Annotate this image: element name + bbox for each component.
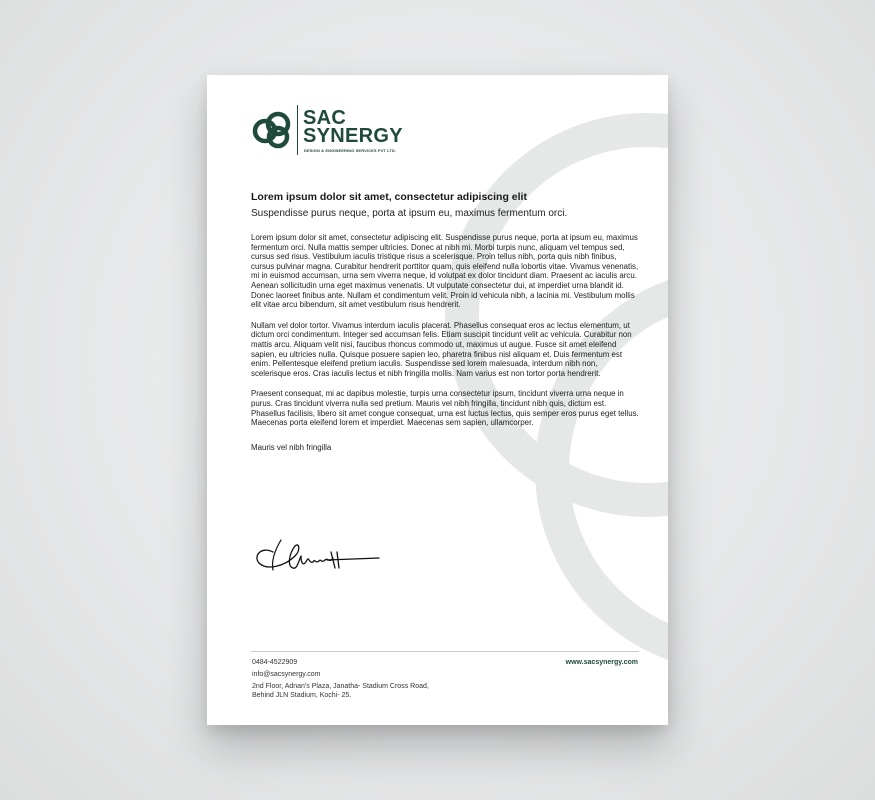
logo-name-line2: SYNERGY bbox=[303, 125, 403, 147]
footer-address-line2: Behind JLN Stadium, Kochi- 25. bbox=[252, 692, 352, 699]
company-logo bbox=[251, 105, 421, 155]
letter-subheading: Suspendisse purus neque, porta at ipsum eu, maximus fermentum orci. bbox=[251, 208, 568, 219]
paragraph-2: Nullam vel dolor tortor. Vivamus interdum iaculis placerat. Phasellus consequat eros ac lectus elementum, ut dictum orci condimentum. Integer sed accumsan felis. Etiam suscipit tincidunt velit ac vehicula. Curabitur non mattis arcu. Aliquam velit nisi, faucibus rhoncus commodo ut, maximus ut augue. Fusce sit amet eleifend sapien, eu ultricies nulla. Quisque posuere sapien leo, pharetra finibus nisl aliquam et. Duis fermentum est enim. Pellentesque eleifend pretium iaculis. Suspendisse sed lorem malesuada, interdum nibh non, scelerisque eros. Cras iaculis lectus et nibh fringilla mollis. Nam varius est non tortor porta hendrerit. bbox=[251, 320, 632, 378]
logo-mark-icon bbox=[251, 109, 293, 149]
handwritten-signature bbox=[251, 530, 381, 576]
footer-divider bbox=[251, 651, 639, 652]
logo-divider bbox=[297, 105, 298, 155]
letter-heading: Lorem ipsum dolor sit amet, consectetur adipiscing elit bbox=[251, 191, 527, 203]
footer-address-line1: 2nd Floor, Adnan's Plaza, Janatha- Stadium Cross Road, bbox=[252, 683, 429, 690]
paragraph-3: Praesent consequat, mi ac dapibus molestie, turpis urna consectetur ipsum, tincidunt viverra urna neque in purus. Cras tincidunt viverra nulla sed pretium. Mauris vel nibh fringilla, tincidunt nibh quis, dictum est. Phasellus facilisis, libero sit amet congue consequat, urna est luctus lectus, quis semper eros purus eget tellus. Maecenas porta eleifend lorem et imperdiet. Maecenas sem sapien, ullamcorper. bbox=[251, 389, 639, 428]
closing-line: Mauris vel nibh fringilla bbox=[251, 442, 332, 452]
footer-website: www.sacsynergy.com bbox=[565, 659, 638, 666]
logo-name-line1: SAC bbox=[303, 107, 347, 129]
letter-body bbox=[251, 191, 639, 452]
paragraph-1: Lorem ipsum dolor sit amet, consectetur adipiscing elit. Suspendisse purus neque, porta at ipsum eu, maximus fermentum orci. Nulla mattis semper ultricies. Donec at nibh mi. Morbi turpis nunc, aliquam vel tempus sed, cursus sed risus. Vestibulum iaculis tristique risus a scelerisque. Proin tellus nibh, porta quis nibh finibus, cursus pulvinar magna. Curabitur hendrerit porttitor quam, quis eleifend nulla lobortis vitae. Vivamus venenatis, mi in euismod accumsan, urna sem viverra neque, id volutpat ex dolor tincidunt diam. Praesent ac iaculis arcu. Aenean sollicitudin urna eget maximus venenatis. Ut vulputate consectetur dui, at imperdiet urna blandit id. Donec laoreet finibus ante. Nullam et condimentum velit. Proin id vehicula nibh, a lacinia mi. Vestibulum mollis elit vitae arcu bibendum, sit amet vestibulum risus hendrerit. bbox=[251, 233, 639, 310]
letterhead-page bbox=[207, 75, 668, 725]
logo-tagline: DESIGN & ENGINEERING SERVICES PVT LTD. bbox=[304, 148, 397, 153]
footer-phone: 0484-4522909 bbox=[252, 659, 298, 666]
footer-email: info@sacsynergy.com bbox=[252, 671, 321, 678]
